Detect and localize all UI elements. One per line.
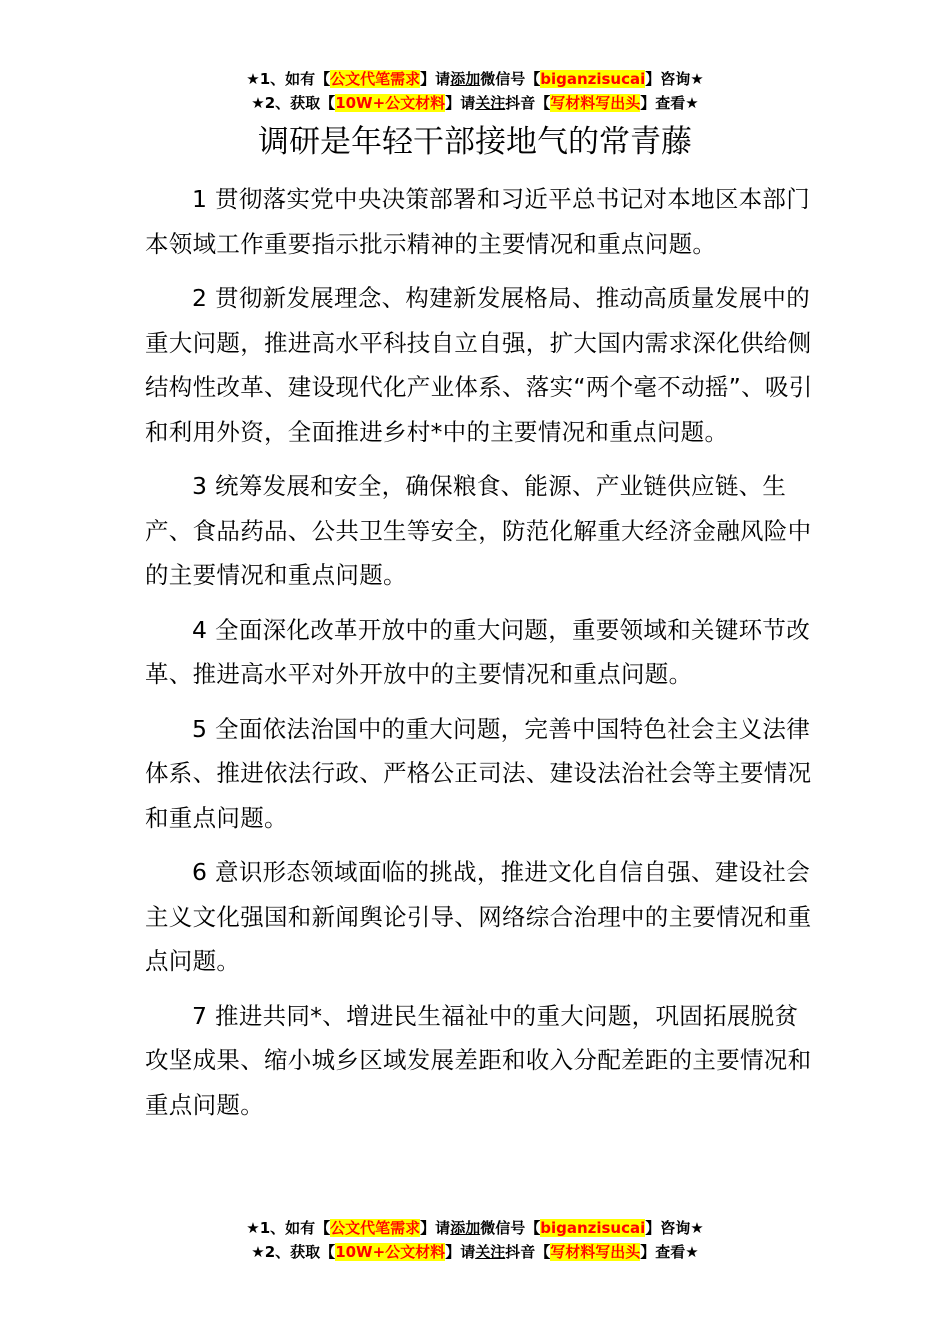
banner-text: ★1、如有【 xyxy=(246,70,331,88)
banner-text: 抖音【 xyxy=(505,1243,551,1261)
highlight-wechat-id: biganzisucai xyxy=(540,70,646,88)
banner-line-1 xyxy=(0,1216,950,1240)
banner-text: 】请 xyxy=(420,70,451,88)
document-title: 调研是年轻干部接地气的常青藤 xyxy=(258,124,692,160)
banner-text: ★2、获取【 xyxy=(251,1243,336,1261)
highlight-wechat-id: biganzisucai xyxy=(540,1219,646,1237)
banner-text: 】查看★ xyxy=(640,94,699,112)
header-banner xyxy=(0,67,950,115)
banner-line-1 xyxy=(0,67,950,91)
highlight-douyin-account: 写材料写出头 xyxy=(550,1243,641,1261)
paragraph-2: 2 贯彻新发展理念、构建新发展格局、推动高质量发展中的重大问题，推进高水平科技自立自强，扩大国内需求深化供给侧结构性改革、建设现代化产业体系、落实“两个毫不动摇”、吸引和利用外资，全面推进乡村*中的主要情况和重点问题。 xyxy=(145,284,813,446)
paragraph-1: 1 贯彻落实党中央决策部署和习近平总书记对本地区本部门本领域工作重要指示批示精神的主要情况和重点问题。 xyxy=(145,185,811,258)
underlined-text: 关注 xyxy=(475,94,506,112)
highlight-douyin-account: 写材料写出头 xyxy=(550,94,641,112)
banner-text: 】咨询★ xyxy=(645,70,704,88)
banner-text: 】请 xyxy=(420,1219,451,1237)
banner-text: 】请 xyxy=(445,94,476,112)
paragraph-4: 4 全面深化改革开放中的重大问题，重要领域和关键环节改革、推进高水平对外开放中的主要情况和重点问题。 xyxy=(145,615,811,688)
paragraph-3: 3 统筹发展和安全，确保粮食、能源、产业链供应链、生产、食品药品、公共卫生等安全，防范化解重大经济金融风险中的主要情况和重点问题。 xyxy=(145,472,812,589)
underlined-text: 添加 xyxy=(450,1219,481,1237)
banner-text: 】请 xyxy=(445,1243,476,1261)
highlight-materials: 10W+公文材料 xyxy=(335,94,446,112)
paragraph-7: 7 推进共同*、增进民生福祉中的重大问题，巩固拓展脱贫攻坚成果、缩小城乡区域发展差距和收入分配差距的主要情况和重点问题。 xyxy=(145,1001,812,1119)
highlight-service: 公文代笔需求 xyxy=(330,70,421,88)
paragraph-5: 5 全面依法治国中的重大问题，完善中国特色社会主义法律体系、推进依法行政、严格公正司法、建设法治社会等主要情况和重点问题。 xyxy=(145,714,812,832)
underlined-text: 关注 xyxy=(475,1243,506,1261)
highlight-materials: 10W+公文材料 xyxy=(335,1243,446,1261)
banner-text: ★2、获取【 xyxy=(251,94,336,112)
banner-line-2 xyxy=(0,1240,950,1264)
document-body xyxy=(145,177,813,1137)
banner-text: 】查看★ xyxy=(640,1243,699,1261)
underlined-text: 添加 xyxy=(450,70,481,88)
paragraph-6: 6 意识形态领域面临的挑战，推进文化自信自强、建设社会主义文化强国和新闻舆论引导、网络综合治理中的主要情况和重点问题。 xyxy=(145,858,812,975)
banner-text: 微信号【 xyxy=(480,1219,541,1237)
banner-line-2 xyxy=(0,91,950,115)
footer-banner xyxy=(0,1216,950,1264)
highlight-service: 公文代笔需求 xyxy=(330,1219,421,1237)
banner-text: 】咨询★ xyxy=(645,1219,704,1237)
banner-text: 抖音【 xyxy=(505,94,551,112)
banner-text: ★1、如有【 xyxy=(246,1219,331,1237)
banner-text: 微信号【 xyxy=(480,70,541,88)
